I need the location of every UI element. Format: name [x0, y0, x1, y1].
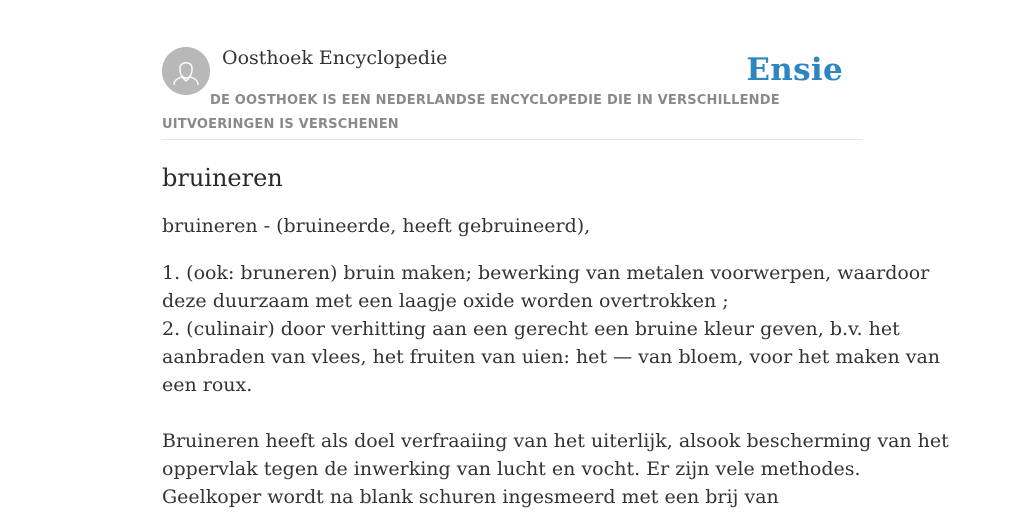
body-line: Bruineren heeft als doel verfraaiing van het uiterlijk, alsook bescherming van het — [162, 430, 949, 452]
publication-header — [162, 0, 862, 140]
body-line: oppervlak tegen de inwerking van lucht en vocht. Er zijn vele methodes. — [162, 458, 861, 480]
body-line: deze duurzaam met een laagje oxide worden overtrokken ; — [162, 290, 729, 312]
publication-tagline: DE OOSTHOEK IS EEN NEDERLANDSE ENCYCLOPEDIE DIE IN VERSCHILLENDE UITVOERINGEN IS VERSCHENEN — [162, 93, 780, 132]
publication-avatar[interactable] — [162, 47, 210, 95]
body-line: 1. (ook: bruneren) bruin maken; bewerking van metalen voorwerpen, waardoor — [162, 262, 930, 284]
body-line: 2. (culinair) door verhitting aan een gerecht een bruine kleur geven, b.v. het — [162, 318, 900, 340]
brand-logo[interactable]: Ensie — [746, 52, 843, 88]
body-line: een roux. — [162, 374, 253, 396]
publication-name[interactable]: Oosthoek Encyclopedie — [222, 47, 448, 69]
article-body — [162, 259, 949, 511]
body-line: aanbraden van vlees, het fruiten van uien: het — van bloem, voor het maken van — [162, 346, 941, 368]
body-line: Geelkoper wordt na blank schuren ingesmeerd met een brij van — [162, 486, 779, 508]
content-container — [162, 0, 949, 508]
user-placeholder-icon — [162, 47, 210, 95]
article — [162, 160, 949, 511]
article-title: bruineren — [162, 164, 283, 192]
article-lead: bruineren - (bruineerde, heeft gebruineerd), — [162, 215, 591, 237]
paragraph-spacer — [162, 399, 862, 427]
